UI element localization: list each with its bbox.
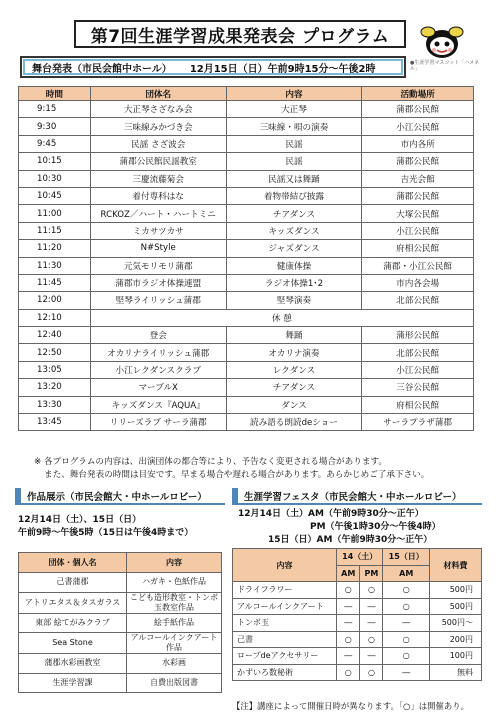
table-header-row: [19, 87, 474, 101]
stage-section-header: [20, 56, 406, 78]
cell-14-am: ―: [337, 615, 360, 632]
cell-time: 10:15: [19, 153, 91, 170]
col-header-time: 時間: [19, 87, 91, 101]
cell-group: 蒲郡公民館民謡教室: [90, 153, 226, 170]
cell-content: オカリナ演奏: [226, 344, 362, 361]
cell-15-am: ○: [383, 631, 430, 648]
table-row: [19, 344, 474, 361]
col-header-name: 団体・個人名: [19, 553, 127, 573]
cell-content: レクダンス: [226, 361, 362, 378]
cell-time: 12:10: [19, 309, 91, 326]
cell-content: チアダンス: [226, 205, 362, 222]
col-header-am: AM: [383, 565, 430, 582]
table-row: [19, 153, 474, 170]
cell-time: 9:15: [19, 101, 91, 118]
cell-place: 北部公民館: [362, 344, 474, 361]
cell-place: 市内各会場: [362, 274, 474, 291]
cell-time: 11:45: [19, 274, 91, 291]
cell-content: アルコールインクアート作品: [127, 633, 222, 654]
cell-place: 小江公民館: [362, 118, 474, 135]
cell-place: 大塚公民館: [362, 205, 474, 222]
cell-time: 11:20: [19, 240, 91, 257]
festa-table: [232, 548, 482, 681]
cell-content: 絵手紙作品: [127, 613, 222, 633]
cell-14-am: ○: [337, 582, 360, 599]
festa-date-line: 12月14日（土）AM（午前9時30分～正午）: [238, 509, 424, 519]
cell-place: 市内各所: [362, 135, 474, 152]
cell-fee: 500円: [430, 582, 482, 599]
cell-14-am: ○: [337, 631, 360, 648]
cell-group: 登会: [90, 327, 226, 344]
cell-item: 己書: [233, 631, 337, 648]
cell-content: ラジオ体操1･2: [226, 274, 362, 291]
table-header-row: [233, 549, 482, 566]
cell-group: 元気モリモリ蒲郡: [90, 257, 226, 274]
exhibition-table: [18, 552, 222, 693]
festa-date-line: 15日（日）AM（午前9時30分～正午）: [268, 535, 433, 545]
stage-date: 12月15日（日）午前9時15分～午後2時: [189, 63, 376, 75]
cell-14-am: ―: [337, 598, 360, 615]
table-header-row: [19, 553, 222, 573]
note-line: ※ 各プログラムの内容は、出演団体の都合等により、予告なく変更される場合があります。: [34, 457, 387, 467]
cell-14-am: ―: [337, 648, 360, 665]
cell-place: 小江公民館: [362, 361, 474, 378]
table-row: [19, 135, 474, 152]
cell-group: オカリナライリッシュ蒲郡: [90, 344, 226, 361]
cell-content: 読み語る朗読deショー: [226, 414, 362, 431]
cell-time: 12:40: [19, 327, 91, 344]
page-title: 第7回生涯学習成果発表会 プログラム: [74, 20, 406, 48]
cell-item: ドライフラワー: [233, 582, 337, 599]
cell-break: 休 憩: [90, 309, 473, 326]
cell-time: 9:30: [19, 118, 91, 135]
cell-time: 13:45: [19, 414, 91, 431]
table-row: [19, 187, 474, 204]
table-row: [233, 598, 482, 615]
table-row: [233, 648, 482, 665]
note-line: また、舞台発表の時間は目安です。早まる場合や遅れる場合があります。あらかじめご了承下さい。: [44, 470, 430, 480]
cell-group: 三味線みかづき会: [90, 118, 226, 135]
cell-fee: 500円～: [430, 615, 482, 632]
col-header-day14: 14（土）: [337, 549, 383, 566]
cell-time: 10:30: [19, 170, 91, 187]
cell-14-pm: ○: [360, 631, 383, 648]
cell-group: 大正琴さざなみ会: [90, 101, 226, 118]
table-row: [19, 274, 474, 291]
cell-content: ジャズダンス: [226, 240, 362, 257]
cell-content: 三味線・唄の演奏: [226, 118, 362, 135]
col-header-day15: 15（日）: [383, 549, 430, 566]
table-row: [19, 592, 222, 613]
exhibition-dates: [18, 514, 228, 540]
table-row: [19, 613, 222, 633]
cell-group: 堅琴ライリッシュ蒲郡: [90, 292, 226, 309]
cell-item: トンボ玉: [233, 615, 337, 632]
cell-14-pm: ○: [360, 582, 383, 599]
cell-14-pm: ―: [360, 615, 383, 632]
cell-14-pm: ―: [360, 648, 383, 665]
cell-content: 健康体操: [226, 257, 362, 274]
cell-15-am: ○: [383, 648, 430, 665]
cell-place: 蒲形公民館: [362, 327, 474, 344]
table-row: [19, 633, 222, 654]
cell-group: リリーズラブ サーラ蒲郡: [90, 414, 226, 431]
cell-place: サーラプラザ蒲郡: [362, 414, 474, 431]
cell-content: こども造形教室・トンボ玉教室作品: [127, 592, 222, 613]
cell-content: 大正琴: [226, 101, 362, 118]
cell-content: ダンス: [226, 396, 362, 413]
cell-content: 民謡又は舞踊: [226, 170, 362, 187]
table-row: [233, 582, 482, 599]
cell-time: 13:05: [19, 361, 91, 378]
cell-content: 舞踊: [226, 327, 362, 344]
col-header-fee: 材料費: [430, 549, 482, 582]
cell-content: 民謡: [226, 135, 362, 152]
cell-item: ロープdeアクセサリー: [233, 648, 337, 665]
table-row: [19, 240, 474, 257]
col-header-place: 活動場所: [362, 87, 474, 101]
cell-place: 府相公民館: [362, 240, 474, 257]
cell-place: 蒲郡公民館: [362, 101, 474, 118]
cell-time: 11:30: [19, 257, 91, 274]
cell-name: 東部 絵てがみクラブ: [19, 613, 127, 633]
cell-15-am: ○: [383, 598, 430, 615]
cell-name: アトリエタス＆タスガラス: [19, 592, 127, 613]
table-row: [19, 361, 474, 378]
col-header-pm: PM: [360, 565, 383, 582]
cell-content: ハガキ・色紙作品: [127, 573, 222, 593]
table-row: [19, 309, 474, 326]
festa-section-header: 生涯学習フェスタ（市民会館大・中ホールロビー）: [232, 488, 482, 505]
cell-group: ミカサツカサ: [90, 222, 226, 239]
cell-time: 13:30: [19, 396, 91, 413]
cell-group: 小江レクダンスクラブ: [90, 361, 226, 378]
cell-place: 三谷公民館: [362, 379, 474, 396]
cell-content: 着物帯結び披露: [226, 187, 362, 204]
cell-fee: 無料: [430, 664, 482, 681]
cell-fee: 100円: [430, 648, 482, 665]
table-row: [19, 292, 474, 309]
cell-time: 12:50: [19, 344, 91, 361]
cell-place: 府相公民館: [362, 396, 474, 413]
cell-content: 自費出版図書: [127, 673, 222, 693]
cell-15-am: ―: [383, 615, 430, 632]
cell-content: 堅琴演奏: [226, 292, 362, 309]
cell-name: Sea Stone: [19, 633, 127, 654]
cell-name: 蒲郡水彩画教室: [19, 654, 127, 674]
cell-15-am: ○: [383, 582, 430, 599]
cell-content: キッズダンス: [226, 222, 362, 239]
cell-name: 生涯学習課: [19, 673, 127, 693]
table-row: [19, 654, 222, 674]
cell-group: 三慶流藤菊会: [90, 170, 226, 187]
cell-place: 小江公民館: [362, 222, 474, 239]
cell-14-pm: ―: [360, 598, 383, 615]
festa-footnote: 【注】講座によって開催日時が異なります。「○」は開催あり。: [232, 701, 469, 711]
table-row: [19, 396, 474, 413]
cell-group: キッズダンス『AQUA』: [90, 396, 226, 413]
col-header-content: 内容: [127, 553, 222, 573]
cell-place: 北部公民館: [362, 292, 474, 309]
cell-content: 水彩画: [127, 654, 222, 674]
col-header-content: 内容: [226, 87, 362, 101]
table-row: [19, 222, 474, 239]
cell-item: かずいろ数秘術: [233, 664, 337, 681]
stage-label: 舞台発表（市民会館中ホール）: [32, 63, 172, 75]
festa-date-line: PM（午後1時30分～午後4時）: [310, 522, 441, 532]
program-notes: [34, 456, 484, 482]
col-header-group: 団体名: [90, 87, 226, 101]
table-row: [19, 257, 474, 274]
cell-place: 吉光会館: [362, 170, 474, 187]
exhibition-section-header: 作品展示（市民会館大・中ホールロビー）: [15, 488, 225, 505]
table-row: [233, 664, 482, 681]
cell-group: マーブルX: [90, 379, 226, 396]
festa-dates: [238, 508, 488, 547]
cell-time: 9:45: [19, 135, 91, 152]
cell-item: アルコールインクアート: [233, 598, 337, 615]
exhibition-time-line: 午前9時～午後5時（15日は午後4時まで）: [18, 528, 194, 538]
table-row: [19, 327, 474, 344]
cell-content: チアダンス: [226, 379, 362, 396]
cell-place: 蒲郡・小江公民館: [362, 257, 474, 274]
col-header-content: 内容: [233, 549, 337, 582]
table-row: [233, 615, 482, 632]
cell-fee: 500円: [430, 598, 482, 615]
exhibition-date-line: 12月14日（土）、15日（日）: [18, 515, 142, 525]
table-row: [19, 170, 474, 187]
cell-place: 蒲郡公民館: [362, 153, 474, 170]
mascot-bee-icon: [416, 22, 466, 62]
table-row: [233, 631, 482, 648]
cell-time: 11:15: [19, 222, 91, 239]
table-row: [19, 205, 474, 222]
cell-15-am: ―: [383, 664, 430, 681]
mascot-caption: ●生涯学習マスコット「ハメネル」: [410, 60, 480, 72]
cell-fee: 200円: [430, 631, 482, 648]
table-row: [19, 414, 474, 431]
cell-group: 蒲郡市ラジオ体操連盟: [90, 274, 226, 291]
table-row: [19, 101, 474, 118]
cell-content: 民謡: [226, 153, 362, 170]
cell-name: 己書蒲郡: [19, 573, 127, 593]
table-row: [19, 673, 222, 693]
cell-14-pm: ○: [360, 664, 383, 681]
stage-program-table: [18, 86, 474, 431]
table-row: [19, 573, 222, 593]
cell-group: 民謡 さざ波会: [90, 135, 226, 152]
cell-place: 蒲郡公民館: [362, 187, 474, 204]
table-row: [19, 118, 474, 135]
table-row: [19, 379, 474, 396]
cell-time: 13:20: [19, 379, 91, 396]
cell-time: 12:00: [19, 292, 91, 309]
col-header-am: AM: [337, 565, 360, 582]
cell-14-am: ○: [337, 664, 360, 681]
cell-time: 11:00: [19, 205, 91, 222]
cell-time: 10:45: [19, 187, 91, 204]
cell-group: RCKOZ／ハート・ハートミニ: [90, 205, 226, 222]
cell-group: N#Style: [90, 240, 226, 257]
cell-group: 着付専科はな: [90, 187, 226, 204]
